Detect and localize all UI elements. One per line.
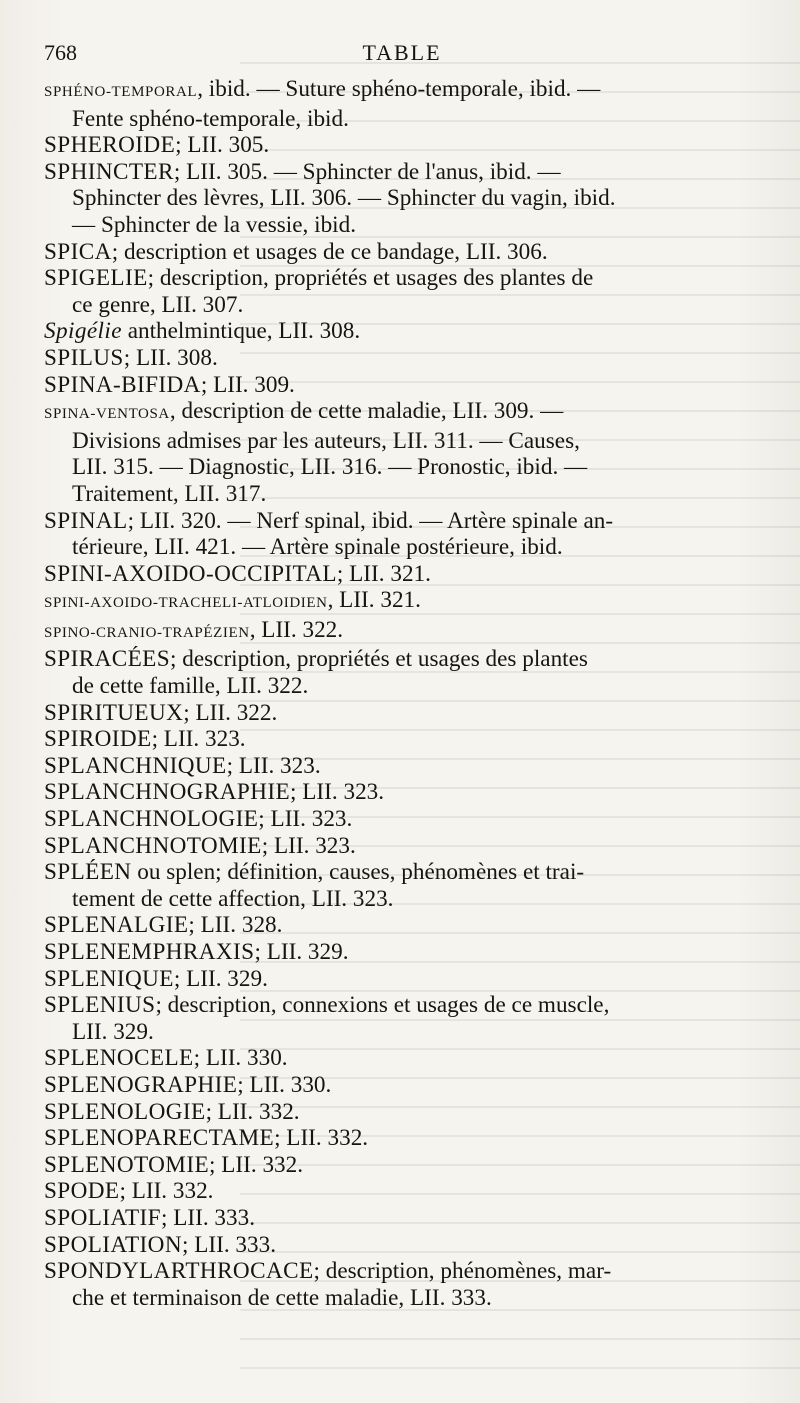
entry-text: ; LII. 323. [151, 726, 246, 753]
index-entry [44, 753, 760, 780]
entry-headword: SPLANCHNOGRAPHIE [44, 779, 291, 806]
entry-text: ; LII. 333. [160, 1204, 256, 1231]
entry-text: anthelmintique, LII. 308. [121, 318, 361, 345]
entry-headword: SPINA-BIFIDA [44, 371, 201, 398]
entry-text: ; LII. 330. [237, 1071, 332, 1098]
entry-headword: SPLANCHNOLOGIE [44, 806, 259, 833]
index-entry [44, 1125, 760, 1152]
index-entry [44, 912, 760, 939]
index-entry [44, 76, 760, 132]
entry-headword: SPLENOTOMIE [44, 1151, 210, 1178]
index-entry [44, 806, 760, 833]
entry-continuation: tement de cette affection, LII. 323. [72, 885, 394, 912]
entry-text: ; description, phénomènes, mar- [313, 1258, 612, 1285]
entry-headword: SPLENEMPHRAXIS [44, 939, 255, 965]
entry-continuation: LII. 329. [72, 1018, 154, 1045]
entry-text: , ibid. — Suture sphéno-temporale, ibid. — [197, 76, 601, 102]
entry-continuation: Fente sphéno-temporale, ibid. [72, 105, 349, 132]
entry-headword: SPIRACÉES [44, 646, 171, 673]
entry-text: ; LII. 305. — Sphincter de l'anus, ibid. — [173, 158, 561, 185]
index-entry [44, 345, 760, 372]
entry-headword: SPIROIDE [44, 726, 152, 753]
entry-text: ; LII. 329. [173, 965, 268, 992]
index-entry [44, 587, 760, 617]
entry-continuation: che et terminaison de cette maladie, LII. 333. [72, 1284, 492, 1311]
running-head: TABLE [362, 40, 442, 65]
entry-text: ; LII. 323. [261, 832, 356, 859]
entry-text: ; LII. 308. [123, 344, 218, 371]
entry-headword: SPHEROIDE [44, 132, 176, 159]
index-entry [44, 318, 760, 345]
entry-continuation: Traitement, LII. 317. [72, 480, 267, 507]
entry-text: ; LII. 332. [119, 1178, 214, 1205]
entry-text: ; LII. 332. [274, 1125, 369, 1152]
entry-headword: SPINI-AXOIDO-OCCIPITAL [44, 560, 337, 587]
entry-continuation: LII. 315. — Diagnostic, LII. 316. — Pronostic, ibid. — [72, 454, 588, 481]
entry-text: ; LII. 322. [183, 699, 278, 726]
entry-text: ; LII. 323. [258, 806, 353, 833]
entry-text: ; LII. 332. [205, 1098, 300, 1125]
entry-headword: SPIRITUEUX [44, 699, 184, 726]
index-entry [44, 239, 760, 266]
entry-text: ; description, propriétés et usages des plantes [170, 646, 588, 673]
entry-headword: SPLANCHNOTOMIE [44, 832, 262, 859]
index-entry [44, 1232, 760, 1259]
index-entry [44, 617, 760, 647]
entry-text: ; LII. 328. [188, 912, 283, 939]
entry-headword: SPICA [44, 238, 112, 265]
index-entry [44, 372, 760, 399]
entry-text: ; LII. 321. [336, 560, 431, 587]
index-entry [44, 508, 760, 561]
entry-continuation: — Sphincter de la vessie, ibid. [72, 211, 356, 238]
index-entries [44, 76, 760, 1311]
index-entry [44, 1152, 760, 1179]
entry-headword: SPIGELIE [44, 265, 148, 292]
index-entry [44, 265, 760, 318]
entry-headword: SPODE [44, 1178, 120, 1205]
index-entry [44, 1045, 760, 1072]
entry-headword: SPINI-AXOIDO-TRACHELI-ATLOIDIEN [44, 595, 328, 612]
entry-text: , LII. 321. [327, 587, 421, 614]
entry-text: ; LII. 332. [209, 1151, 304, 1178]
entry-headword: Spigélie [44, 318, 122, 345]
entry-text: ; description et usages de ce bandage, LII. 306. [111, 238, 548, 265]
entry-text: ; LII. 309. [200, 371, 295, 398]
entry-continuation: ce genre, LII. 307. [72, 291, 244, 318]
entry-text: ; LII. 323. [226, 752, 321, 779]
entry-headword: SPINO-CRANIO-TRAPÉZIEN [44, 624, 250, 641]
entry-headword: SPOLIATIF [44, 1204, 161, 1231]
entry-headword: SPINA-VENTOSA [44, 406, 170, 423]
index-entry [44, 1072, 760, 1099]
entry-text: ; LII. 320. — Nerf spinal, ibid. — Artère spinale an- [127, 507, 614, 534]
entry-headword: SPLENOGRAPHIE [44, 1071, 238, 1098]
entry-headword: SPLENIQUE [44, 965, 174, 992]
entry-headword: SPHINCTER [44, 158, 174, 185]
entry-text: ; description, connexions et usages de ce muscle, [155, 992, 610, 1019]
index-entry [44, 992, 760, 1045]
index-entry [44, 700, 760, 727]
entry-headword: SPLENALGIE [44, 912, 189, 939]
entry-continuation: Sphincter des lèvres, LII. 306. — Sphincter du vagin, ibid. [72, 185, 616, 212]
index-entry [44, 1205, 760, 1232]
entry-headword: SPLANCHNIQUE [44, 752, 227, 779]
entry-headword: SPOLIATION [44, 1231, 182, 1258]
entry-text: ou splen; définition, causes, phénomènes et trai- [131, 859, 585, 886]
entry-text: , description de cette maladie, LII. 309. — [169, 398, 564, 425]
index-entry [44, 833, 760, 860]
index-entry [44, 726, 760, 753]
entry-text: ; LII. 305. [175, 132, 270, 159]
entry-headword: SPLENOPARECTAME [44, 1125, 275, 1152]
entry-text: , LII. 322. [249, 616, 344, 643]
index-entry [44, 966, 760, 993]
index-entry [44, 779, 760, 806]
page-header [44, 36, 760, 70]
entry-headword: SPLENOLOGIE [44, 1098, 206, 1125]
page-number: 768 [44, 40, 77, 65]
entry-text: ; LII. 329. [254, 939, 349, 965]
entry-headword: SPONDYLARTHROCACE [44, 1258, 314, 1285]
entry-text: ; LII. 330. [193, 1045, 288, 1072]
index-entry [44, 1258, 760, 1311]
entry-headword: SPHÉNO-TEMPORAL [44, 84, 198, 100]
entry-text: ; LII. 323. [290, 779, 385, 806]
entry-headword: SPLENOCELE [44, 1045, 194, 1072]
index-entry [44, 1178, 760, 1205]
entry-headword: SPILUS [44, 344, 124, 371]
index-entry [44, 939, 760, 966]
index-entry [44, 561, 760, 588]
index-entry [44, 1099, 760, 1126]
entry-headword: SPLENIUS [44, 992, 156, 1019]
index-entry [44, 159, 760, 239]
entry-text: ; description, propriétés et usages des plantes de [147, 265, 594, 292]
entry-headword: SPINAL [44, 507, 128, 534]
entry-text: ; LII. 333. [181, 1231, 277, 1258]
index-entry [44, 646, 760, 699]
index-entry [44, 859, 760, 912]
entry-continuation: de cette famille, LII. 322. [72, 673, 309, 700]
entry-continuation: Divisions admises par les auteurs, LII. 311. — Causes, [72, 427, 580, 454]
index-entry [44, 132, 760, 159]
entry-continuation: térieure, LII. 421. — Artère spinale postérieure, ibid. [72, 534, 563, 561]
entry-headword: SPLÉEN [44, 859, 132, 886]
index-entry [44, 398, 760, 507]
